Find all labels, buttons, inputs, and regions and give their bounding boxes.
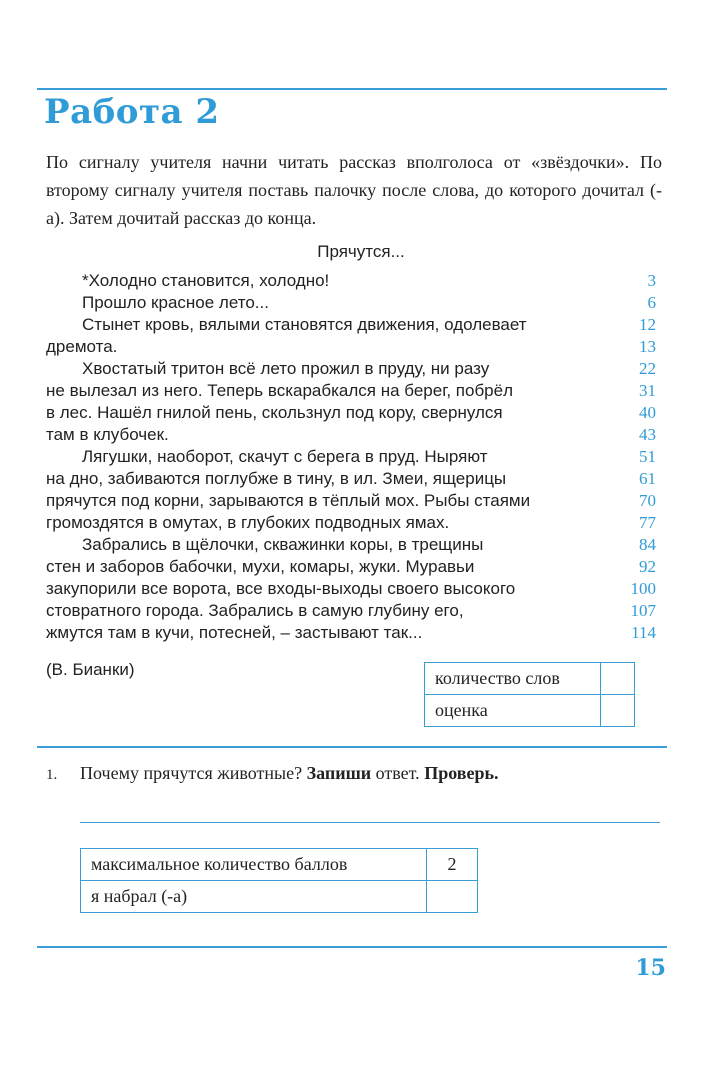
page-number: 15 bbox=[635, 955, 666, 981]
question-number: 1. bbox=[46, 767, 58, 783]
story-line: Хвостатый тритон всё лето прожил в пруду, ни разу 22 bbox=[82, 359, 656, 378]
story-line: жмутся там в кучи, потесней, – застывают так... 114 bbox=[46, 623, 656, 642]
story-line: прячутся под корни, зарываются в тёплый мох. Рыбы стаями 70 bbox=[46, 491, 656, 510]
story-title: Прячутся... bbox=[317, 242, 405, 261]
story-line: не вылезал из него. Теперь вскарабкался на берег, побрёл 31 bbox=[46, 381, 656, 400]
answer-line[interactable] bbox=[80, 822, 660, 823]
word-count: 100 bbox=[630, 579, 656, 598]
word-count: 40 bbox=[639, 403, 656, 422]
word-count: 107 bbox=[630, 601, 656, 620]
max-score-value: 2 bbox=[427, 849, 478, 881]
word-count: 31 bbox=[639, 381, 656, 400]
word-count: 84 bbox=[639, 535, 656, 554]
story-line: закупорили все ворота, все входы-выходы своего высокого 100 bbox=[46, 579, 656, 598]
story-line: в лес. Нашёл гнилой пень, скользнул под кору, свернулся 40 bbox=[46, 403, 656, 422]
story-line: стовратного города. Забрались в самую глубину его, 107 bbox=[46, 601, 656, 620]
story-line: там в клубочек. 43 bbox=[46, 425, 656, 444]
my-score-cell[interactable] bbox=[427, 881, 478, 913]
instructions: По сигналу учителя начни читать рассказ вполголоса от «звёздочки». По второму сигналу учителя поставь палочку после слова, до которого дочитал (-а). Затем дочитай рассказ до конца. bbox=[46, 152, 662, 228]
grade-cell[interactable] bbox=[601, 695, 635, 727]
top-rule bbox=[37, 88, 667, 90]
author: (В. Бианки) bbox=[46, 660, 135, 679]
word-count: 22 bbox=[639, 359, 656, 378]
section-rule bbox=[37, 746, 667, 748]
story-text bbox=[46, 270, 656, 644]
words-count-cell[interactable] bbox=[601, 663, 635, 695]
word-count: 3 bbox=[647, 271, 656, 290]
word-count: 13 bbox=[639, 337, 656, 356]
word-count: 114 bbox=[631, 623, 656, 642]
max-score-label: максимальное количество баллов bbox=[81, 849, 427, 881]
story-line: на дно, забиваются поглубже в тину, в ил. Змеи, ящерицы 61 bbox=[46, 469, 656, 488]
word-count: 6 bbox=[647, 293, 656, 312]
word-count: 92 bbox=[639, 557, 656, 576]
word-count: 61 bbox=[639, 469, 656, 488]
page-title: Работа 2 bbox=[44, 92, 220, 132]
words-count-label: количество слов bbox=[425, 663, 601, 695]
story-line: стен и заборов бабочки, мухи, комары, жуки. Муравьи 92 bbox=[46, 557, 656, 576]
word-count: 70 bbox=[639, 491, 656, 510]
grade-label: оценка bbox=[425, 695, 601, 727]
question-1: 1. Почему прячутся животные? Запиши ответ. Проверь. bbox=[46, 760, 499, 788]
word-count: 51 bbox=[639, 447, 656, 466]
word-count: 77 bbox=[639, 513, 656, 532]
story-line: Прошло красное лето... 6 bbox=[82, 293, 656, 312]
word-count: 43 bbox=[639, 425, 656, 444]
story-line: *Холодно становится, холодно! 3 bbox=[82, 271, 656, 290]
story-line: громоздятся в омутах, в глубоких подводных ямах. 77 bbox=[46, 513, 656, 532]
story-line: Стынет кровь, вялыми становятся движения, одолевает 12 bbox=[82, 315, 656, 334]
word-count: 12 bbox=[639, 315, 656, 334]
bottom-rule bbox=[37, 946, 667, 948]
story-line: дремота. 13 bbox=[46, 337, 656, 356]
count-table bbox=[424, 662, 635, 727]
score-table bbox=[80, 848, 478, 913]
story-line: Забрались в щёлочки, скважинки коры, в трещины 84 bbox=[82, 535, 656, 554]
my-score-label: я набрал (-а) bbox=[81, 881, 427, 913]
story-line: Лягушки, наоборот, скачут с берега в пруд. Ныряют 51 bbox=[82, 447, 656, 466]
